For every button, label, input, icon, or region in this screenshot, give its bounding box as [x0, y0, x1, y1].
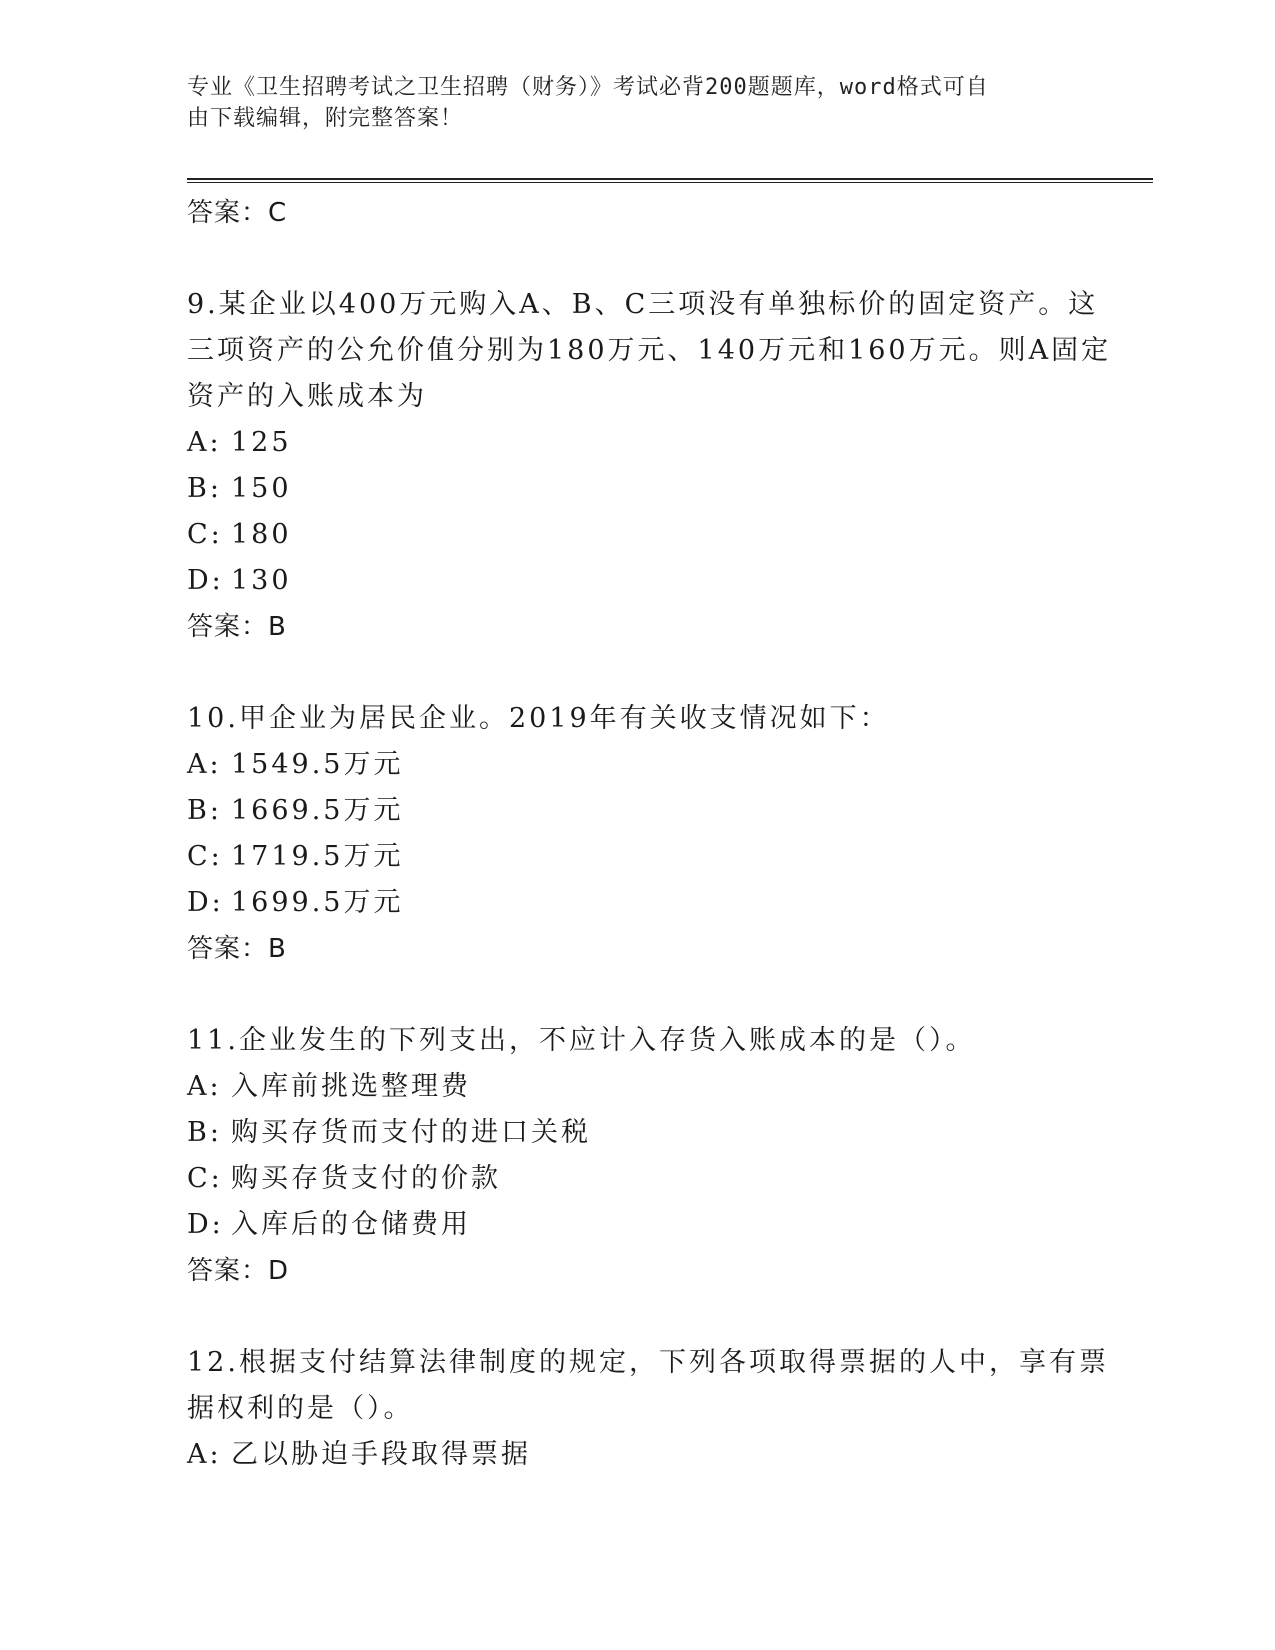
option-label: C: [187, 1163, 223, 1194]
option-text: 购买存货支付的价款 [231, 1163, 501, 1194]
option-text: 1669.5万元 [231, 795, 404, 826]
header-line-1: 专业《卫生招聘考试之卫生招聘（财务）》考试必背200题题库，word格式可自 [187, 75, 989, 100]
option-text: 180 [231, 519, 292, 550]
option-label: C: [187, 519, 223, 550]
option-text: 入库前挑选整理费 [231, 1071, 471, 1102]
question-text-line: 12.根据支付结算法律制度的规定，下列各项取得票据的人中，享有票 [187, 1347, 1109, 1378]
header-divider-thick [187, 178, 1153, 180]
question-text-line: 资产的入账成本为 [187, 381, 427, 412]
option-label: B: [187, 1117, 222, 1148]
question-text-line: 11.企业发生的下列支出，不应计入存货入账成本的是（）。 [187, 1025, 976, 1056]
document-body [187, 190, 1112, 1478]
option-label: D: [187, 887, 224, 918]
question-text-line: 10.甲企业为居民企业。2019年有关收支情况如下： [187, 703, 890, 734]
option-label: A: [187, 427, 222, 458]
option-text: 入库后的仓储费用 [231, 1209, 471, 1240]
option-label: A: [187, 1071, 222, 1102]
header-line-2: 由下载编辑，附完整答案！ [187, 106, 464, 131]
option-c [187, 834, 1087, 880]
question-text-line: 三项资产的公允价值分别为180万元、140万元和160万元。则A固定 [187, 335, 1112, 366]
option-d [187, 558, 1087, 604]
page-header [187, 72, 1067, 134]
option-text: 150 [231, 473, 292, 504]
option-a [187, 1432, 1087, 1478]
option-label: A: [187, 1439, 222, 1470]
question-9 [187, 282, 1112, 650]
answer: 答案：B [187, 612, 287, 642]
spacer [187, 650, 1087, 696]
option-d [187, 1202, 1087, 1248]
option-text: 125 [231, 427, 292, 458]
header-divider-thin [187, 182, 1153, 183]
answer: 答案：B [187, 934, 287, 964]
option-d [187, 880, 1087, 926]
previous-answer: 答案：C [187, 198, 288, 228]
option-b [187, 466, 1087, 512]
spacer [187, 972, 1087, 1018]
option-text: 130 [231, 565, 292, 596]
option-label: D: [187, 1209, 224, 1240]
option-a [187, 420, 1087, 466]
option-label: D: [187, 565, 224, 596]
spacer [187, 1294, 1087, 1340]
option-a [187, 742, 1087, 788]
option-label: C: [187, 841, 223, 872]
option-label: B: [187, 473, 222, 504]
question-10 [187, 696, 1087, 972]
spacer [187, 236, 1087, 282]
question-12 [187, 1340, 1109, 1478]
option-text: 1549.5万元 [231, 749, 404, 780]
answer: 答案：D [187, 1256, 290, 1286]
option-a [187, 1064, 1087, 1110]
option-label: B: [187, 795, 222, 826]
option-c [187, 1156, 1087, 1202]
option-text: 购买存货而支付的进口关税 [231, 1117, 591, 1148]
option-label: A: [187, 749, 222, 780]
question-text-line: 据权利的是（）。 [187, 1393, 414, 1424]
question-11 [187, 1018, 1087, 1294]
option-b [187, 788, 1087, 834]
question-text-line: 9.某企业以400万元购入A、B、C三项没有单独标价的固定资产。这 [187, 289, 1099, 320]
option-text: 1699.5万元 [231, 887, 404, 918]
option-b [187, 1110, 1087, 1156]
option-text: 1719.5万元 [231, 841, 404, 872]
option-text: 乙以胁迫手段取得票据 [231, 1439, 531, 1470]
option-c [187, 512, 1087, 558]
